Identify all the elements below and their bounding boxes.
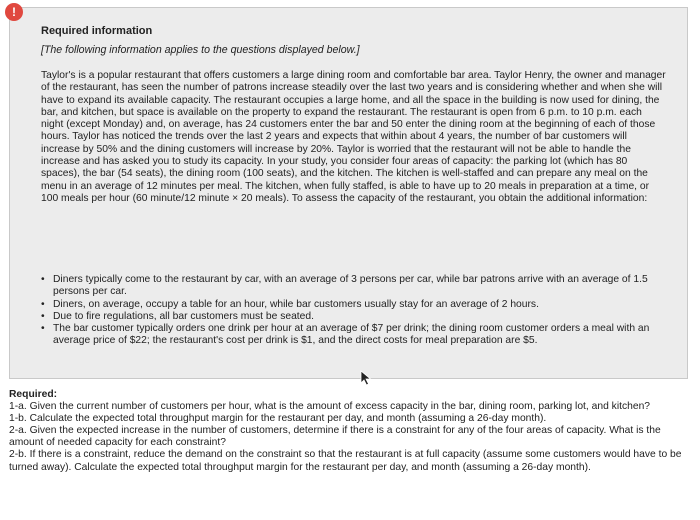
bullet-icon: •: [41, 323, 45, 335]
list-item-text: The bar customer typically orders one drink per hour at an average of $7 per drink; the dining room customer orders a meal with an average price of $22; the restaurant's cost per drink is $1, and the direct costs for meal preparation are $5.: [53, 323, 650, 347]
bullet-icon: •: [41, 274, 45, 285]
requirement-item: 1-b. Calculate the expected total throughput margin for the restaurant per day, and month (assuming a 26-day month).: [9, 413, 547, 425]
bullet-icon: •: [41, 310, 45, 322]
panel-subtitle: [The following information applies to the questions displayed below.]: [41, 44, 360, 56]
required-heading: Required:: [9, 389, 58, 400]
additional-info-list: [41, 274, 666, 348]
list-item-text: Diners typically come to the restaurant by car, with an average of 3 persons per car, while bar patrons arrive with an average of 1.5 persons per car.: [53, 274, 648, 298]
list-item-text: Diners, on average, occupy a table for an hour, while bar customers usually stay for an average of 2 hours.: [53, 298, 539, 310]
panel-title: Required information: [41, 25, 153, 37]
list-item: [41, 299, 666, 311]
bullet-icon: •: [41, 298, 45, 310]
list-item: [41, 323, 666, 348]
requirement-item: 2-b. If there is a constraint, reduce the demand on the constraint so that the restaurant is at full capacity (assume some customers would have to be turned away). Calculate the expected total throughput margin for the restaurant per day, and month (assuming a 26-day month).: [9, 449, 682, 473]
requirement-item: 1-a. Given the current number of customers per hour, what is the amount of excess capacity in the bar, dining room, parking lot, and kitchen?: [9, 401, 651, 413]
requirement-item: 2-a. Given the expected increase in the number of customers, determine if there is a constraint for any of the four areas of capacity. What is the amount of needed capacity for each constraint?: [9, 425, 661, 449]
required-information-panel: [9, 7, 688, 379]
required-section: [9, 389, 688, 474]
alert-icon: !: [5, 3, 23, 21]
list-item: [41, 311, 666, 323]
scenario-paragraph: Taylor's is a popular restaurant that offers customers a large dining room and comfortable bar area. Taylor Henry, the owner and manager of the restaurant, has seen the number of patrons increase steadily over the last two years and is considering whether and when she will have to expand its available capacity. The restaurant occupies a large home, and all the space in the building is now used for dining, the bar, and kitchen, but space is available on the property to expand the restaurant. The restaurant is open from 6 p.m. to 10 p.m. each night (except Monday) and, on average, has 24 customers enter the bar and 50 enter the dining room at the beginning of each of those hours. Taylor has noticed the trends over the last 2 years and expects that within about 4 years, the number of bar customers will increase by 50% and the dining customers will increase by 20%. Taylor is worried that the restaurant will not be able to handle the increase and has asked you to study its capacity. In your study, you consider four areas of capacity: the parking lot (which has 80 spaces), the bar (54 seats), the dining room (100 seats), and the kitchen. The kitchen is well-staffed and can prepare any meal on the menu in an average of 12 minutes per meal. The kitchen, when fully staffed, is able to have up to 20 meals in preparation at a time, or 100 meals per hour (60 minute/12 minute × 20 meals). To assess the capacity of the restaurant, you obtain the additional information:: [41, 70, 666, 204]
list-item-text: Due to fire regulations, all bar customers must be seated.: [53, 310, 314, 322]
list-item: [41, 274, 666, 299]
mouse-cursor-icon: [360, 370, 372, 386]
